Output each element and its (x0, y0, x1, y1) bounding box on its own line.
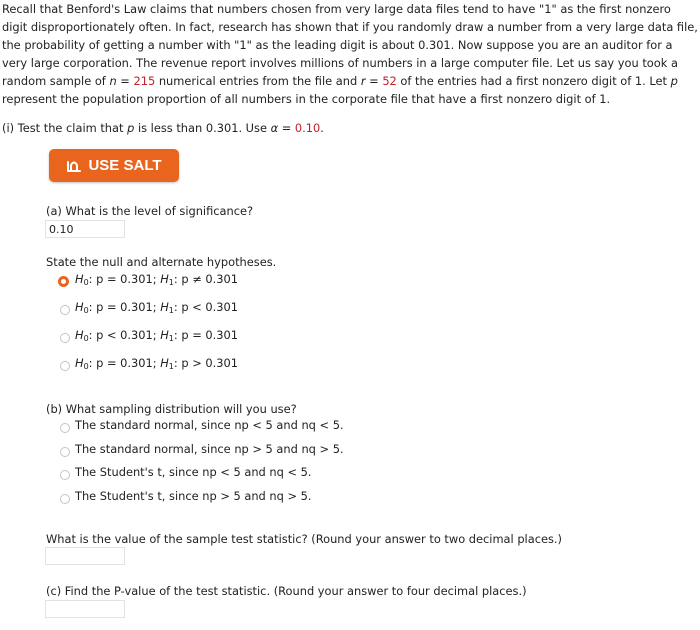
subscript: 1 (168, 334, 174, 343)
hypothesis-radio-3[interactable] (60, 333, 70, 343)
subscript: 1 (168, 362, 174, 371)
test-statistic-question: What is the value of the sample test statistic? (Round your answer to two decimal places.) (46, 532, 562, 546)
distribution-option-2[interactable]: The standard normal, since np > 5 and nq > 5. (75, 442, 344, 456)
claim-text: is less than 0.301. Use (134, 121, 271, 135)
problem-intro (2, 0, 698, 108)
intro-text: Recall that Benford's Law claims that numbers chosen from very large data files tend to have "1" as the first nonzero digit disproportionately often. In fact, research has shown that if you randomly draw a number from a very large data file, the probability of getting a number with "1" as the leading digit is about 0.301. Now suppose you are an auditor for a very large corporation. The revenue report involves millions of numbers in a large computer file. Let us say you took a random sample of (2, 2, 698, 88)
hypothesis-option-1[interactable] (75, 272, 238, 287)
hypothesis-radio-1[interactable] (58, 276, 69, 287)
distribution-radio-2[interactable] (60, 447, 70, 457)
distribution-option-1[interactable]: The standard normal, since np < 5 and nq < 5. (75, 418, 344, 432)
distribution-option-4[interactable]: The Student's t, since np > 5 and nq > 5. (75, 489, 312, 503)
intro-text: represent the population proportion of all numbers in the corporate file that have a first nonzero digit of 1. (2, 92, 611, 106)
equals: = (278, 121, 295, 135)
claim-text: (i) Test the claim that (2, 121, 128, 135)
n-variable: n (109, 74, 117, 88)
question-a: (a) What is the level of significance? (46, 204, 254, 218)
hypotheses-prompt: State the null and alternate hypotheses. (46, 255, 277, 269)
hypothesis-radio-2[interactable] (60, 305, 70, 315)
intro-text: of the entries had a first nonzero digit of 1. Let (396, 74, 671, 88)
p-value-answer-field[interactable] (45, 600, 125, 618)
alt-hypothesis: : p < 0.301 (173, 300, 238, 314)
h-symbol: H (160, 328, 169, 342)
hypothesis-option-4[interactable] (75, 356, 238, 371)
alt-hypothesis: : p = 0.301 (173, 328, 238, 342)
subscript: 1 (168, 278, 174, 287)
h-symbol: H (160, 300, 169, 314)
alpha-symbol: α (270, 121, 279, 135)
hypothesis-option-2[interactable] (75, 300, 238, 315)
distribution-radio-1[interactable] (60, 423, 70, 433)
equals: = (116, 74, 134, 88)
r-variable: r (360, 74, 366, 88)
use-salt-label: USE SALT (88, 157, 162, 174)
null-hypothesis: : p = 0.301; (88, 300, 161, 314)
alt-hypothesis: : p ≠ 0.301 (173, 272, 238, 286)
subscript: 1 (168, 306, 174, 315)
salt-logo-icon (66, 159, 82, 173)
h-symbol: H (75, 328, 84, 342)
equals: = (365, 74, 383, 88)
subscript: 0 (83, 278, 89, 287)
h-symbol: H (75, 300, 84, 314)
intro-text: numerical entries from the file and (155, 74, 361, 88)
hypothesis-option-3[interactable] (75, 328, 238, 343)
p-variable: p (670, 74, 678, 88)
subscript: 0 (83, 334, 89, 343)
null-hypothesis: : p = 0.301; (88, 356, 161, 370)
test-statistic-answer-field[interactable] (45, 547, 125, 565)
p-variable: p (127, 121, 135, 135)
n-value: 215 (133, 74, 156, 88)
subscript: 0 (83, 306, 89, 315)
null-hypothesis: : p < 0.301; (88, 328, 161, 342)
period: . (320, 121, 324, 135)
distribution-radio-4[interactable] (60, 494, 70, 504)
use-salt-button[interactable] (49, 149, 179, 182)
alpha-value: 0.10 (294, 121, 321, 135)
h-symbol: H (160, 272, 169, 286)
r-value: 52 (382, 74, 397, 88)
subscript: 0 (83, 362, 89, 371)
significance-answer-field[interactable]: 0.10 (45, 220, 125, 238)
part-i-claim (2, 121, 324, 135)
hypothesis-radio-4[interactable] (60, 361, 70, 371)
distribution-option-3[interactable]: The Student's t, since np < 5 and nq < 5. (75, 465, 312, 479)
h-symbol: H (75, 272, 84, 286)
alt-hypothesis: : p > 0.301 (173, 356, 238, 370)
distribution-radio-3[interactable] (60, 470, 70, 480)
question-c: (c) Find the P-value of the test statistic. (Round your answer to four decimal places.) (46, 584, 527, 598)
null-hypothesis: : p = 0.301; (88, 272, 161, 286)
h-symbol: H (160, 356, 169, 370)
question-b: (b) What sampling distribution will you use? (46, 402, 297, 416)
h-symbol: H (75, 356, 84, 370)
